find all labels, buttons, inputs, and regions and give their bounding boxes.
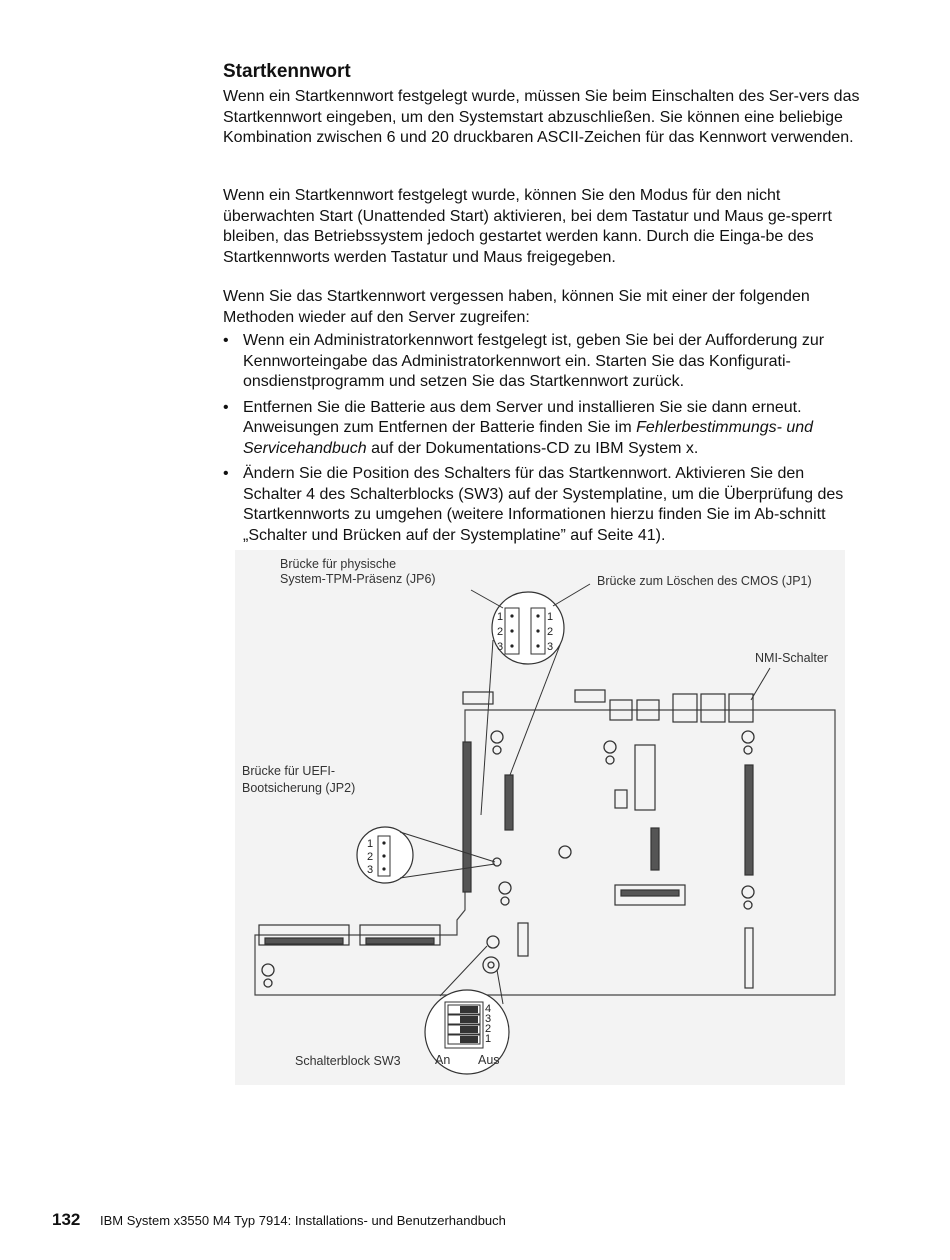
jp6-pin-3: 3 xyxy=(497,641,504,653)
section-heading: Startkennwort xyxy=(223,61,351,82)
nmi-label: NMI-Schalter xyxy=(755,651,828,665)
jp6-pin-1: 1 xyxy=(497,611,504,623)
list-item xyxy=(223,398,863,460)
jp6-label-line2: System-TPM-Präsenz (JP6) xyxy=(280,572,436,586)
list-item xyxy=(223,464,863,546)
jp2-pin-2: 2 xyxy=(367,851,374,863)
list-item-text: Ändern Sie die Position des Schalters für das Startkennwort. Aktivieren Sie den Schalter 4 des Schalterblocks (SW3) auf der Systemplatine, um die Überprüfung des Startkennworts zu umgehen (weitere Informationen hierzu finden Sie im Ab-schnitt „Schalter und Brücken auf der Systemplatine” auf Seite 41). xyxy=(243,465,844,544)
list-item-text: Wenn ein Administratorkennwort festgelegt ist, geben Sie bei der Aufforderung zur Kennworteingabe das Administratorkennwort ein. Starten Sie das Konfigurati-onsdienstprogramm und setzen Sie das Startkennwort zurück. xyxy=(243,332,825,390)
bullet-dot: • xyxy=(223,398,229,416)
method-list xyxy=(223,331,863,551)
paragraph-1: Wenn ein Startkennwort festgelegt wurde, müssen Sie beim Einschalten des Ser-vers das Startkennwort eingeben, um den Systemstart abzuschließen. Sie können eine beliebige Kombination zwischen 6 und 20 druckbaren ASCII-Zeichen für das Kennwort verwenden. xyxy=(223,88,860,146)
jp6-label-line1: Brücke für physische xyxy=(280,557,397,571)
sw3-switch-4: 4 xyxy=(485,1003,492,1015)
list-item-text: auf der Dokumentations-CD zu IBM System x. xyxy=(366,439,699,457)
sw3-switch-2: 2 xyxy=(485,1023,492,1035)
sw3-on-label: An xyxy=(435,1053,451,1067)
list-item xyxy=(223,331,863,393)
bullet-dot: • xyxy=(223,465,229,482)
system-board-diagram xyxy=(235,550,845,1085)
sw3-switch-1: 1 xyxy=(485,1033,492,1045)
page-footer xyxy=(52,1210,506,1230)
sw3-off-label: Aus xyxy=(478,1053,500,1067)
jp1-pin-3: 3 xyxy=(547,641,554,653)
sw3-label: Schalterblock SW3 xyxy=(295,1054,401,1068)
footer-title: IBM System x3550 M4 Typ 7914: Installations- und Benutzerhandbuch xyxy=(100,1213,506,1228)
jp1-pin-2: 2 xyxy=(547,626,554,638)
list-item-text: Entfernen Sie die Batterie aus dem Server und installieren Sie sie dann erneut. Anweisungen zum Entfernen der Batterie finden Sie im xyxy=(243,398,802,436)
jp1-label: Brücke zum Löschen des CMOS (JP1) xyxy=(597,574,812,588)
jp2-pin-1: 1 xyxy=(367,838,374,850)
sw3-switch-3: 3 xyxy=(485,1013,492,1025)
jp6-pin-2: 2 xyxy=(497,626,504,638)
jp1-pin-1: 1 xyxy=(547,611,554,623)
jp2-label-line2: Bootsicherung (JP2) xyxy=(242,781,356,795)
bullet-dot: • xyxy=(223,332,229,349)
system-board-svg xyxy=(235,550,845,1085)
jp2-pin-3: 3 xyxy=(367,864,374,876)
page-number: 132 xyxy=(52,1210,81,1229)
paragraph-3: Wenn Sie das Startkennwort vergessen haben, können Sie mit einer der folgenden Methoden wieder auf den Server zugreifen: xyxy=(223,288,810,326)
jp2-label-line1: Brücke für UEFI- xyxy=(242,764,336,778)
paragraph-2: Wenn ein Startkennwort festgelegt wurde, können Sie den Modus für den nicht überwachten Start (Unattended Start) aktivieren, bei dem Tastatur und Maus ge-sperrt bleiben, das Betriebssystem jedoch gestartet werden kann. Durch die Einga-be des Startkennworts werden Tastatur und Maus freigegeben. xyxy=(223,187,832,266)
manual-title: Fehlerbestimmungs- und Servicehandbuch xyxy=(243,419,814,457)
